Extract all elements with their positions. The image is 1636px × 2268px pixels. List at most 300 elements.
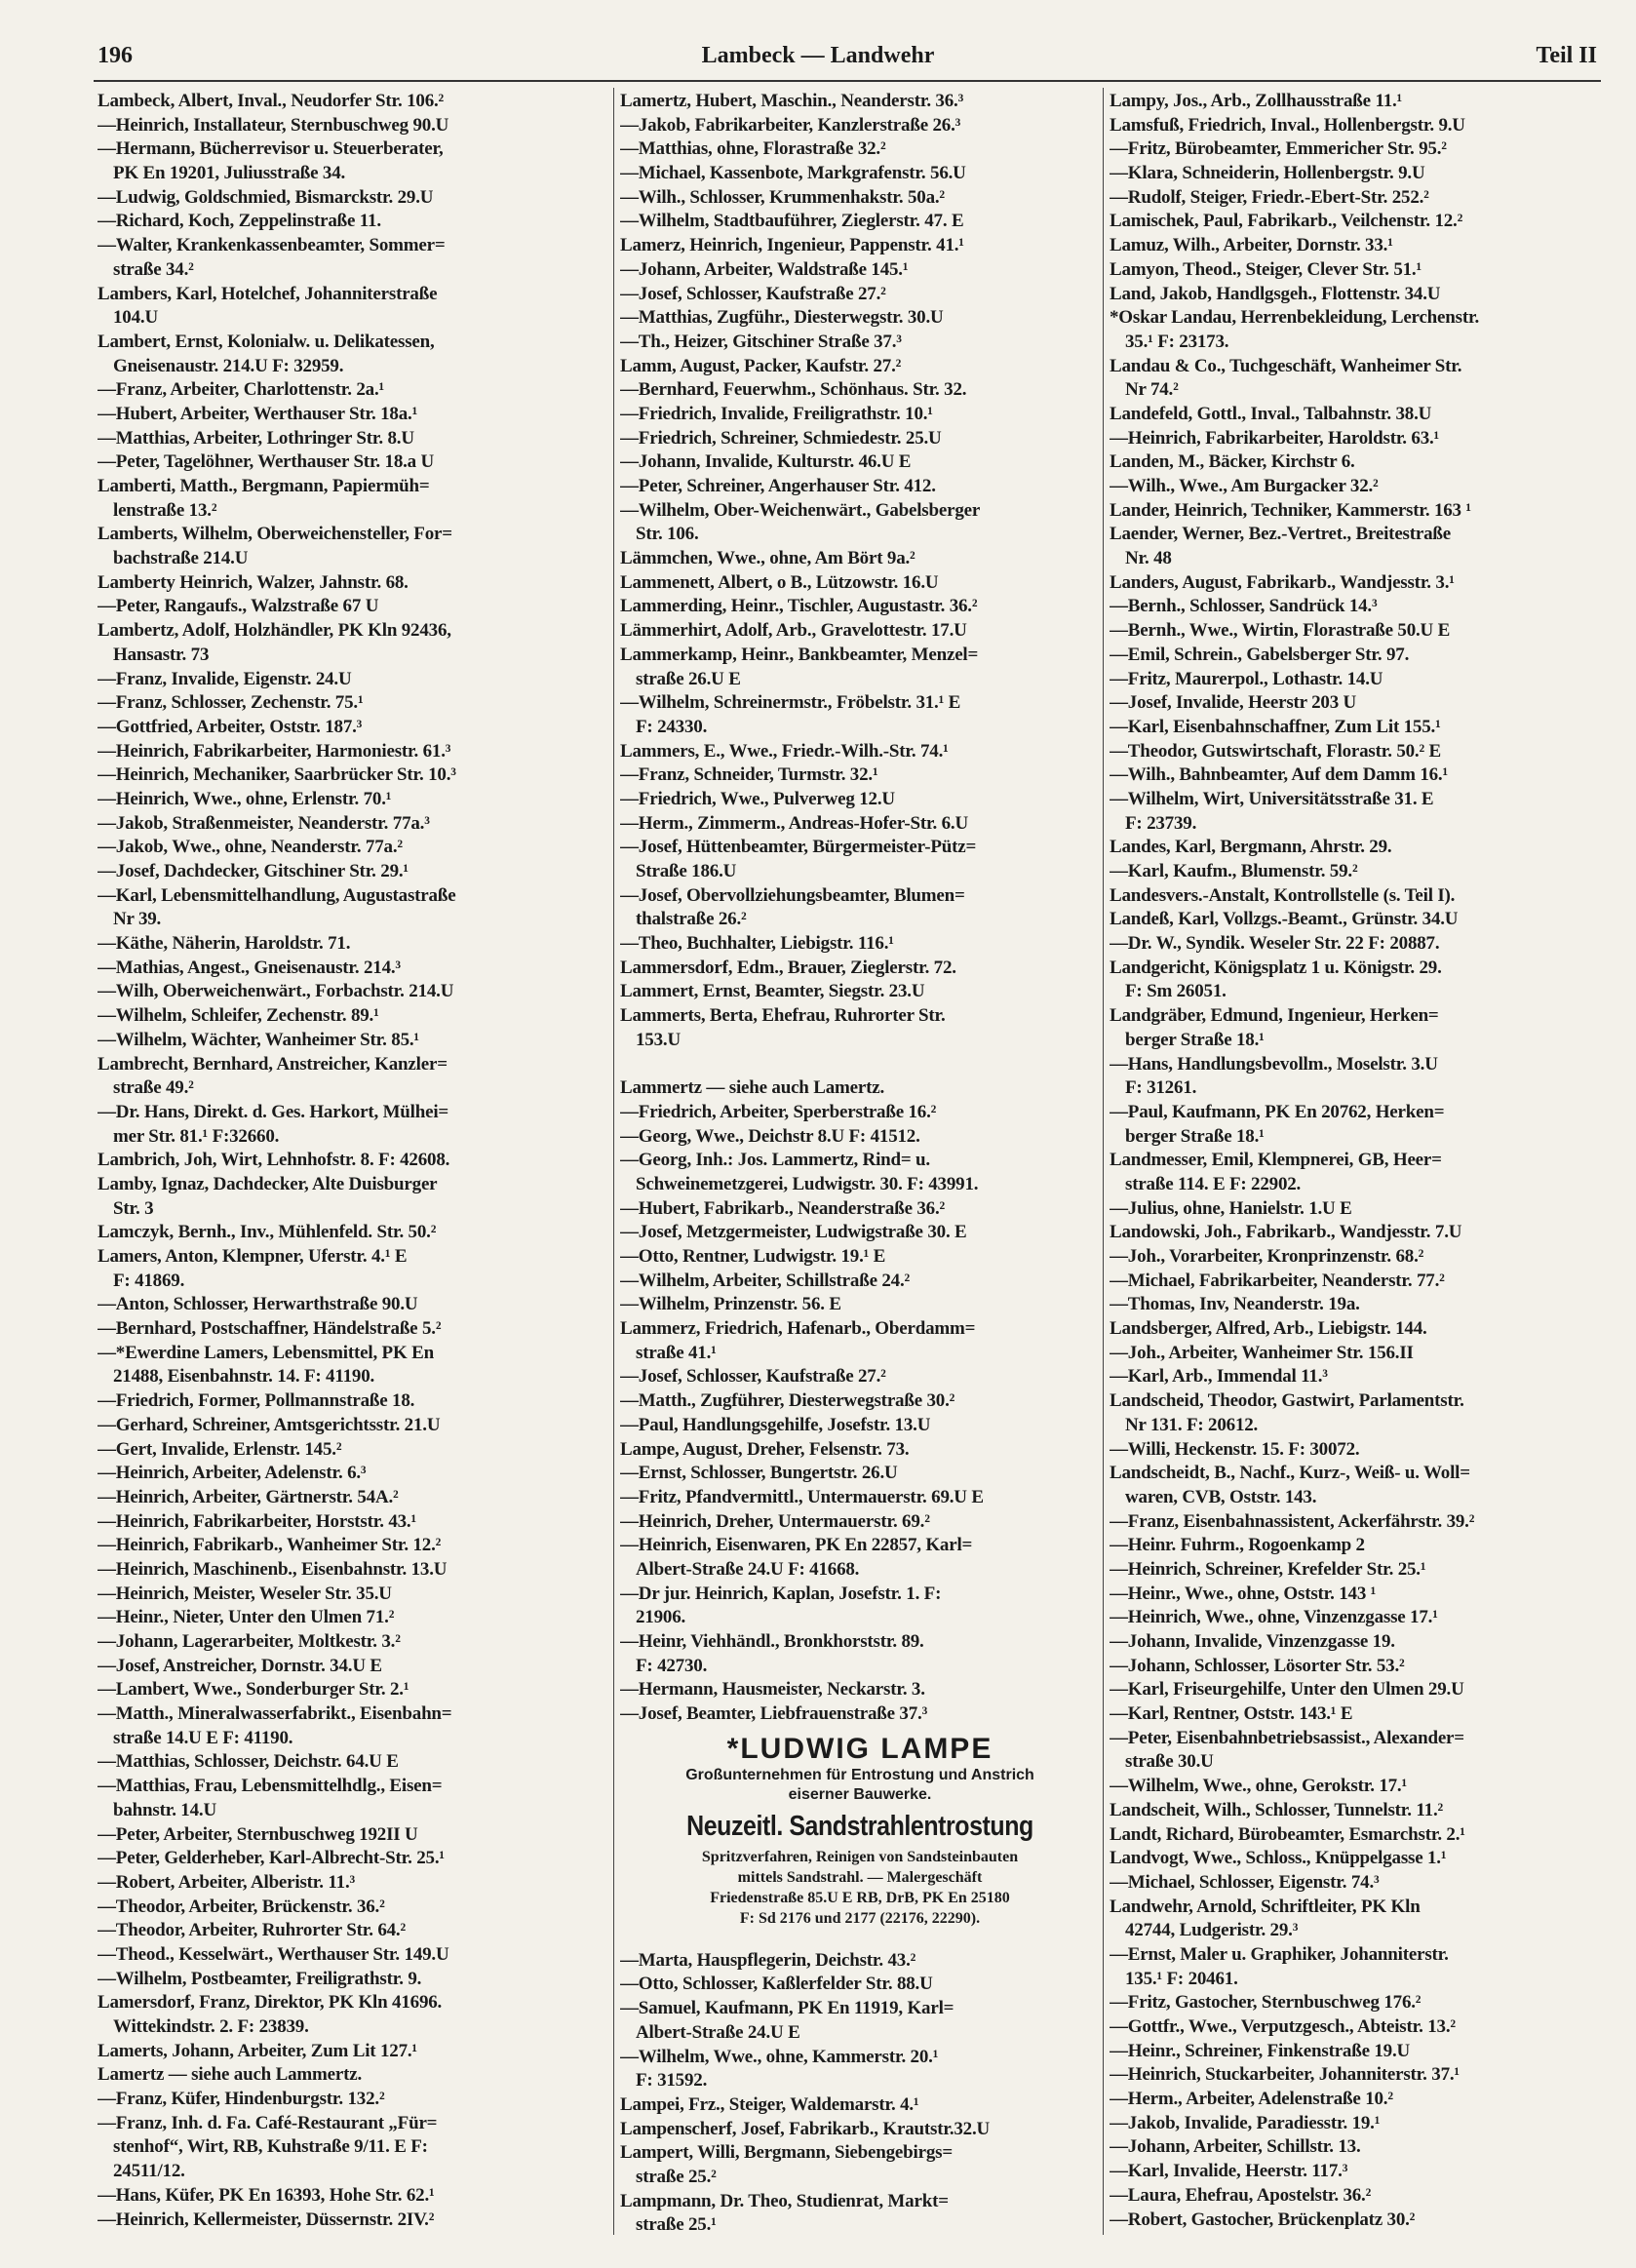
directory-entry xyxy=(97,812,609,837)
entries-after-ad xyxy=(620,1949,1100,2238)
entry-line: Lämmchen, Wwe., ohne, Am Bört 9a.² xyxy=(620,548,915,569)
directory-entry xyxy=(1110,1775,1602,1799)
directory-entry xyxy=(97,1053,609,1101)
directory-entry xyxy=(1110,860,1602,884)
entry-line: Landau & Co., Tuchgeschäft, Wanheimer Str. xyxy=(1110,355,1462,376)
entry-line: —Fritz, Pfandvermittl., Untermauerstr. 69.U E xyxy=(620,1486,984,1507)
entry-line: —Marta, Hauspflegerin, Deichstr. 43.² xyxy=(620,1949,916,1971)
entry-line: —Thomas, Inv, Neanderstr. 19a. xyxy=(1110,1294,1360,1315)
entry-continuation-line: 135.¹ F: 20461. xyxy=(1125,1968,1238,1989)
entry-line: Landscheid, Theodor, Gastwirt, Parlamentstr. xyxy=(1110,1390,1464,1412)
directory-entry xyxy=(1110,1823,1602,1848)
directory-entry xyxy=(97,1414,609,1438)
directory-entry xyxy=(97,716,609,740)
entry-line: —Wilhelm, Wwe., ohne, Gerokstr. 17.¹ xyxy=(1110,1776,1407,1797)
entry-line: Lamertz, Hubert, Maschin., Neanderstr. 36.³ xyxy=(620,91,964,111)
ad-body: mittels Sandstrahl. — Malergeschäft xyxy=(737,1868,983,1886)
directory-entry xyxy=(97,980,609,1004)
entry-line: —Julius, ohne, Hanielstr. 1.U E xyxy=(1110,1197,1352,1219)
entry-line: —Robert, Gastocher, Brückenplatz 30.² xyxy=(1110,2209,1416,2230)
entry-line: —Fritz, Maurerpol., Lothastr. 14.U xyxy=(1110,668,1383,689)
directory-entry xyxy=(1110,1438,1602,1463)
directory-entry xyxy=(97,1847,609,1871)
entry-line: Lamm, August, Packer, Kaufstr. 27.² xyxy=(620,355,902,376)
entry-line: —Wilhelm, Wwe., ohne, Kammerstr. 20.¹ xyxy=(620,2046,939,2067)
directory-entry xyxy=(1110,403,1602,427)
entry-line: Lamberts, Wilhelm, Oberweichensteller, For= xyxy=(97,524,452,545)
entry-line: Lamczyk, Bernh., Inv., Mühlenfeld. Str. 50.² xyxy=(97,1222,437,1243)
entry-line: —Wilh., Wwe., Am Burgacker 32.² xyxy=(1110,476,1379,496)
directory-entry xyxy=(1110,1197,1602,1222)
directory-entry xyxy=(1110,1847,1602,1871)
entry-line: —Hermann, Hausmeister, Neckarstr. 3. xyxy=(620,1679,925,1701)
directory-entry xyxy=(1110,595,1602,619)
directory-entry xyxy=(1110,2160,1602,2184)
entry-line: —Franz, Küfer, Hindenburgstr. 132.² xyxy=(97,2089,385,2110)
entry-line: —Heinrich, Fabrikarb., Wanheimer Str. 12.² xyxy=(97,1535,442,1556)
directory-entry xyxy=(620,812,1100,837)
directory-entry xyxy=(1110,186,1602,211)
entry-line: —Heinr., Wwe., ohne, Oststr. 143 ¹ xyxy=(1110,1583,1377,1604)
directory-entry xyxy=(1110,1053,1602,1101)
column-divider xyxy=(613,88,614,2235)
directory-entry xyxy=(1110,2063,1602,2088)
entry-line: —Jakob, Straßenmeister, Neanderstr. 77a.³ xyxy=(97,812,430,834)
entry-line: Landgräber, Edmund, Ingenieur, Herken= xyxy=(1110,1005,1439,1027)
entry-line: Lamberti, Matth., Bergmann, Papiermüh= xyxy=(97,476,430,496)
entry-line: —Josef, Dachdecker, Gitschiner Str. 29.¹ xyxy=(97,861,409,881)
entry-continuation-line: straße 25.² xyxy=(636,2166,717,2187)
entry-continuation-line: F: 41869. xyxy=(113,1270,185,1291)
entry-line: —Emil, Schrein., Gabelsberger Str. 97. xyxy=(1110,644,1410,665)
directory-entry xyxy=(1110,2040,1602,2064)
entry-line: —Heinrich, Dreher, Untermauerstr. 69.² xyxy=(620,1510,930,1532)
entry-line: Landmesser, Emil, Klempnerei, GB, Heer= xyxy=(1110,1150,1442,1171)
entry-continuation-line: Gneisenaustr. 214.U F: 32959. xyxy=(113,355,344,376)
entry-line: —Johann, Arbeiter, Waldstraße 145.¹ xyxy=(620,258,909,280)
entry-line: —Friedrich, Invalide, Freiligrathstr. 10.¹ xyxy=(620,403,933,424)
entry-line: Landers, August, Fabrikarb., Wandjesstr. 3.¹ xyxy=(1110,571,1455,593)
directory-entry xyxy=(97,1101,609,1149)
entry-line: Lambers, Karl, Hotelchef, Johanniterstraße xyxy=(97,283,438,304)
entry-line: —Heinrich, Installateur, Sternbuschweg 90.U xyxy=(97,114,449,136)
directory-entry xyxy=(620,1414,1100,1438)
entry-line: —Wilhelm, Stadtbauführer, Zieglerstr. 47. E xyxy=(620,211,964,232)
entry-line: Lampei, Frz., Steiger, Waldemarstr. 4.¹ xyxy=(620,2093,919,2115)
entry-line: —Hubert, Fabrikarb., Neanderstraße 36.² xyxy=(620,1197,946,1219)
entry-line: —Johann, Invalide, Kulturstr. 46.U E xyxy=(620,451,912,473)
ad-phone: F: Sd 2176 und 2177 (22176, 22290). xyxy=(739,1909,981,1927)
entry-line: —Heinr., Schreiner, Finkenstraße 19.U xyxy=(1110,2040,1411,2061)
directory-entry xyxy=(620,1534,1100,1582)
entry-continuation-line: F: 23739. xyxy=(1125,812,1197,834)
directory-entry xyxy=(97,90,609,114)
directory-entry xyxy=(97,1029,609,1053)
entry-line: —Matthias, ohne, Florastraße 32.² xyxy=(620,138,886,160)
entry-line: —Johann, Schlosser, Lösorter Str. 53.² xyxy=(1110,1655,1405,1676)
entry-line: —Klara, Schneiderin, Hollenbergstr. 9.U xyxy=(1110,163,1425,184)
entry-line: Lambeck, Albert, Inval., Neudorfer Str. 106.² xyxy=(97,91,445,111)
directory-entry xyxy=(620,571,1100,596)
directory-entry xyxy=(620,1678,1100,1702)
entry-line: Lambrecht, Bernhard, Anstreicher, Kanzler= xyxy=(97,1053,448,1075)
directory-entry xyxy=(97,740,609,764)
entry-line: —Johann, Invalide, Vinzenzgasse 19. xyxy=(1110,1631,1395,1652)
entry-line: Lammersdorf, Edm., Brauer, Zieglerstr. 72. xyxy=(620,957,956,978)
entry-continuation-line: F: 24330. xyxy=(636,716,708,737)
directory-entry xyxy=(620,1245,1100,1270)
directory-entry xyxy=(97,1438,609,1463)
directory-entry xyxy=(1110,162,1602,186)
directory-entry xyxy=(1110,427,1602,451)
directory-entry xyxy=(97,860,609,884)
directory-entry xyxy=(620,1462,1100,1486)
directory-entry xyxy=(97,2209,609,2233)
entry-continuation-line: 21906. xyxy=(636,1607,686,1628)
entry-line: Lamertz — siehe auch Lammertz. xyxy=(97,2064,363,2086)
entry-line: —Th., Heizer, Gitschiner Straße 37.³ xyxy=(620,331,902,352)
entry-continuation-line: Hansastr. 73 xyxy=(113,644,210,665)
entry-continuation-line: Nr 39. xyxy=(113,909,162,930)
directory-entry xyxy=(1110,884,1602,909)
entry-continuation-line: Str. 106. xyxy=(636,524,699,545)
entry-continuation-line: Str. 3 xyxy=(113,1197,154,1219)
directory-entry xyxy=(97,763,609,788)
directory-entry xyxy=(1110,450,1602,475)
entry-line: —Karl, Rentner, Oststr. 143.¹ E xyxy=(1110,1703,1353,1725)
entry-line: —Wilhelm, Arbeiter, Schillstraße 24.² xyxy=(620,1270,911,1291)
entry-line: Landeß, Karl, Vollzgs.-Beamt., Grünstr. 34.U xyxy=(1110,909,1459,930)
entry-continuation-line: straße 14.U E F: 41190. xyxy=(113,1727,293,1748)
entry-line: —Matth., Mineralwasserfabrikt., Eisenbahn= xyxy=(97,1703,452,1725)
entry-continuation-line: Albert-Straße 24.U F: 41668. xyxy=(636,1558,860,1580)
directory-entry xyxy=(1110,2209,1602,2233)
directory-entry xyxy=(97,1245,609,1293)
directory-entry xyxy=(97,1534,609,1558)
entry-line: —Heinr. Fuhrm., Rogoenkamp 2 xyxy=(1110,1535,1365,1556)
entry-line: —Heinrich, Kellermeister, Düssernstr. 2IV.² xyxy=(97,2209,435,2230)
directory-entry xyxy=(97,378,609,403)
entry-continuation-line: stenhof“, Wirt, RB, Kuhstraße 9/11. E F: xyxy=(113,2136,428,2158)
entry-line: —Paul, Handlungsgehilfe, Josefstr. 13.U xyxy=(620,1414,931,1435)
directory-entry xyxy=(1110,1270,1602,1294)
directory-entry xyxy=(97,2112,609,2184)
directory-entry xyxy=(620,1510,1100,1535)
entry-line: —Peter, Rangaufs., Walzstraße 67 U xyxy=(97,596,379,617)
entry-line: —Franz, Arbeiter, Charlottenstr. 2a.¹ xyxy=(97,379,384,401)
entry-line: —Hans, Küfer, PK En 16393, Hohe Str. 62.¹ xyxy=(97,2184,435,2206)
entries-before-ad xyxy=(620,90,1100,1727)
directory-entry xyxy=(1110,2088,1602,2112)
directory-entry xyxy=(97,403,609,427)
ad-body: Spritzverfahren, Reinigen von Sandsteinbauten xyxy=(701,1848,1019,1865)
entry-line: —Gottfried, Arbeiter, Oststr. 187.³ xyxy=(97,716,363,737)
directory-entry xyxy=(97,1630,609,1655)
directory-entry xyxy=(620,957,1100,981)
directory-entry xyxy=(97,114,609,138)
directory-entry xyxy=(97,1775,609,1822)
entry-line: Landesvers.-Anstalt, Kontrollstelle (s. Teil I). xyxy=(1110,884,1456,906)
header-rule xyxy=(94,80,1601,82)
directory-entry xyxy=(620,1973,1100,1997)
entry-line: —Michael, Kassenbote, Markgrafenstr. 56.U xyxy=(620,163,966,184)
directory-entry xyxy=(620,258,1100,283)
entry-line: —Heinrich, Eisenwaren, PK En 22857, Karl= xyxy=(620,1535,973,1556)
directory-entry xyxy=(97,186,609,211)
entry-continuation-line: waren, CVB, Oststr. 143. xyxy=(1125,1486,1317,1507)
entry-line: —Peter, Gelderheber, Karl-Albrecht-Str. 25.¹ xyxy=(97,1848,445,1869)
directory-entry xyxy=(97,1293,609,1317)
entry-line: —Wilhelm, Wächter, Wanheimer Str. 85.¹ xyxy=(97,1029,419,1050)
directory-entry xyxy=(620,137,1100,162)
entry-line: —Josef, Hüttenbeamter, Bürgermeister-Pütz= xyxy=(620,837,977,858)
entry-line: —Hermann, Bücherrevisor u. Steuerberater, xyxy=(97,138,444,160)
directory-entry xyxy=(1110,1534,1602,1558)
entry-line: —Josef, Anstreicher, Dornstr. 34.U E xyxy=(97,1655,382,1676)
entry-line: Landgericht, Königsplatz 1 u. Königstr. 29. xyxy=(1110,957,1442,978)
directory-entry xyxy=(1110,1702,1602,1727)
directory-entry xyxy=(620,1997,1100,2045)
entry-line: —Heinrich, Arbeiter, Gärtnerstr. 54A.² xyxy=(97,1486,399,1507)
entry-line: Lamerz, Heinrich, Ingenieur, Pappenstr. 41.¹ xyxy=(620,235,964,256)
entry-line: Lamischek, Paul, Fabrikarb., Veilchenstr. 12.² xyxy=(1110,211,1463,232)
entry-line: Lammenett, Albert, o B., Lützowstr. 16.U xyxy=(620,571,939,593)
directory-entry xyxy=(620,1125,1100,1150)
directory-entry xyxy=(620,691,1100,739)
ad-company-name: *LUDWIG LAMPE xyxy=(726,1732,993,1765)
directory-entry xyxy=(1110,355,1602,403)
directory-entry xyxy=(620,2093,1100,2118)
entry-line: —Heinr, Viehhändl., Bronkhorststr. 89. xyxy=(620,1631,924,1652)
entry-line: —Heinrich, Meister, Weseler Str. 35.U xyxy=(97,1583,392,1604)
directory-entry xyxy=(1110,1583,1602,1607)
entry-continuation-line: bahnstr. 14.U xyxy=(113,1799,216,1820)
entry-line: —Franz, Invalide, Eigenstr. 24.U xyxy=(97,668,352,689)
entry-line: —Matthias, Schlosser, Deichstr. 64.U E xyxy=(97,1751,399,1773)
directory-entry xyxy=(1110,2135,1602,2160)
directory-entry xyxy=(1110,2184,1602,2209)
page-running-title: Lambeck — Landwehr xyxy=(701,43,935,68)
entry-line: —Franz, Schlosser, Zechenstr. 75.¹ xyxy=(97,692,364,714)
directory-entry xyxy=(97,1678,609,1702)
directory-entry xyxy=(620,90,1100,114)
entry-line: *Oskar Landau, Herrenbekleidung, Lerchenstr. xyxy=(1110,307,1480,329)
page-number: 196 xyxy=(97,43,133,68)
directory-entry xyxy=(620,1438,1100,1463)
directory-entry xyxy=(620,1197,1100,1222)
directory-entry xyxy=(97,1221,609,1245)
entry-line: —Karl, Arb., Immendal 11.³ xyxy=(1110,1366,1328,1388)
directory-entry xyxy=(1110,571,1602,596)
entry-line: —Paul, Kaufmann, PK En 20762, Herken= xyxy=(1110,1101,1445,1122)
entry-line: —Peter, Eisenbahnbetriebsassist., Alexander= xyxy=(1110,1727,1464,1748)
directory-entry xyxy=(620,2046,1100,2093)
directory-entry xyxy=(97,1702,609,1750)
entry-line: —Theodor, Arbeiter, Brückenstr. 36.² xyxy=(97,1896,385,1917)
entry-line: —Ernst, Schlosser, Bungertstr. 26.U xyxy=(620,1463,898,1484)
entry-line: Lamsfuß, Friedrich, Inval., Hollenbergstr. 9.U xyxy=(1110,114,1465,136)
directory-entry xyxy=(1110,1149,1602,1196)
directory-entry xyxy=(97,571,609,596)
directory-entry xyxy=(1110,740,1602,764)
directory-entry xyxy=(1110,668,1602,692)
entry-line: —Hubert, Arbeiter, Werthauser Str. 18a.¹ xyxy=(97,403,418,424)
entry-line: —Georg, Inh.: Jos. Lammertz, Rind= u. xyxy=(620,1150,930,1171)
entry-continuation-line: F: 42730. xyxy=(636,1655,708,1676)
entry-line: —Matth., Zugführer, Diesterwegstraße 30.² xyxy=(620,1390,955,1412)
entry-continuation-line: Albert-Straße 24.U E xyxy=(636,2021,800,2043)
directory-entry xyxy=(1110,691,1602,716)
directory-entry xyxy=(620,1486,1100,1510)
entry-line: Landscheit, Wilh., Schlosser, Tunnelstr. 11.² xyxy=(1110,1799,1443,1820)
directory-entry xyxy=(1110,114,1602,138)
entry-line: —Heinrich, Fabrikarbeiter, Harmoniestr. 61.³ xyxy=(97,740,451,762)
directory-entry xyxy=(1110,2015,1602,2040)
column-divider xyxy=(1103,88,1104,2235)
entry-continuation-line: Nr 131. F: 20612. xyxy=(1125,1414,1259,1435)
directory-entry xyxy=(620,836,1100,883)
directory-entry xyxy=(620,1221,1100,1245)
entry-line: Landscheidt, B., Nachf., Kurz-, Weiß- u. Woll= xyxy=(1110,1463,1470,1484)
entry-line: —Heinrich, Fabrikarbeiter, Horststr. 43.¹ xyxy=(97,1510,416,1532)
entry-line: —Fritz, Bürobeamter, Emmericher Str. 95.² xyxy=(1110,138,1447,160)
entry-line: —Matthias, Zugführ., Diesterwegstr. 30.U xyxy=(620,307,944,329)
directory-entry xyxy=(620,355,1100,379)
directory-entry xyxy=(97,210,609,234)
entry-line: —Johann, Lagerarbeiter, Moltkestr. 3.² xyxy=(97,1631,401,1652)
directory-entry xyxy=(97,1510,609,1535)
entry-line: Landen, M., Bäcker, Kirchstr 6. xyxy=(1110,451,1355,473)
entry-line: —Karl, Eisenbahnschaffner, Zum Lit 155.¹ xyxy=(1110,716,1441,737)
entry-line: —Josef, Invalide, Heerstr 203 U xyxy=(1110,692,1357,714)
entry-continuation-line: mer Str. 81.¹ F:32660. xyxy=(113,1125,280,1147)
entry-line: —Josef, Beamter, Liebfrauenstraße 37.³ xyxy=(620,1703,928,1725)
entry-line: —Michael, Fabrikarbeiter, Neanderstr. 77.² xyxy=(1110,1270,1445,1291)
directory-entry xyxy=(620,932,1100,957)
entry-continuation-line: thalstraße 26.² xyxy=(636,909,747,930)
directory-column-3 xyxy=(1110,90,1602,2232)
entry-line: —Joh., Arbeiter, Wanheimer Str. 156.II xyxy=(1110,1342,1414,1363)
directory-entry xyxy=(620,2118,1100,2142)
entry-line: —Josef, Metzgermeister, Ludwigstraße 30. E xyxy=(620,1222,967,1243)
directory-entry xyxy=(620,1365,1100,1389)
entry-continuation-line: straße 49.² xyxy=(113,1077,194,1099)
ad-subtitle: Großunternehmen für Entrostung und Anstrich xyxy=(685,1766,1034,1783)
entry-line: Lambert, Ernst, Kolonialw. u. Delikatessen, xyxy=(97,331,435,352)
directory-entry xyxy=(620,1702,1100,1727)
directory-entry xyxy=(620,619,1100,644)
entry-line: —Heinrich, Arbeiter, Adelenstr. 6.³ xyxy=(97,1463,367,1484)
entry-line: —Heinrich, Stuckarbeiter, Johanniterstr. 37.¹ xyxy=(1110,2064,1460,2086)
entry-line: —Walter, Krankenkassenbeamter, Sommer= xyxy=(97,235,446,256)
entry-line: Lambrich, Joh, Wirt, Lehnhofstr. 8. F: 42608. xyxy=(97,1150,450,1171)
entry-line: Lampenscherf, Josef, Fabrikarb., Krautstr.32.U xyxy=(620,2118,991,2139)
entry-line: —Lambert, Wwe., Sonderburger Str. 2.¹ xyxy=(97,1679,409,1701)
entry-line: —Peter, Arbeiter, Sternbuschweg 192II U xyxy=(97,1823,418,1845)
entry-line: —Otto, Schlosser, Kaßlerfelder Str. 88.U xyxy=(620,1974,933,1995)
directory-entry xyxy=(620,1101,1100,1125)
directory-entry xyxy=(1110,1606,1602,1630)
entry-line: —Bernhard, Postschaffner, Händelstraße 5.² xyxy=(97,1318,442,1340)
entry-continuation-line: berger Straße 18.¹ xyxy=(1125,1125,1265,1147)
entry-line: —Wilhelm, Ober-Weichenwärt., Gabelsberger xyxy=(620,499,981,521)
entry-line: —Rudolf, Steiger, Friedr.-Ebert-Str. 252.² xyxy=(1110,186,1429,208)
entry-line: —Wilh., Bahnbeamter, Auf dem Damm 16.¹ xyxy=(1110,764,1448,786)
entry-continuation-line: 24511/12. xyxy=(113,2161,185,2182)
directory-entry xyxy=(1110,1799,1602,1823)
directory-entry xyxy=(1110,1293,1602,1317)
directory-entry xyxy=(97,1750,609,1775)
directory-entry xyxy=(1110,475,1602,499)
directory-entry xyxy=(1110,137,1602,162)
entry-continuation-line: lenstraße 13.² xyxy=(113,499,217,521)
entry-line: —Peter, Schreiner, Angerhauser Str. 412. xyxy=(620,476,936,496)
entry-line: —Matthias, Arbeiter, Lothringer Str. 8.U xyxy=(97,427,414,449)
directory-entry xyxy=(1110,788,1602,836)
entry-line: —Wilhelm, Schleifer, Zechenstr. 89.¹ xyxy=(97,1005,379,1027)
directory-entry xyxy=(620,427,1100,451)
entry-line: Land, Jakob, Handlgsgeh., Flottenstr. 34.U xyxy=(1110,283,1441,304)
directory-entry xyxy=(97,691,609,716)
entry-line: —Karl, Invalide, Heerstr. 117.³ xyxy=(1110,2161,1348,2182)
entry-line: Landwehr, Arnold, Schriftleiter, PK Kln xyxy=(1110,1896,1421,1917)
directory-entry xyxy=(97,2184,609,2209)
entry-line: —Dr. W., Syndik. Weseler Str. 22 F: 20887. xyxy=(1110,933,1440,955)
directory-entry xyxy=(97,1943,609,1968)
directory-entry xyxy=(620,306,1100,331)
entry-continuation-line: straße 26.U E xyxy=(636,668,741,689)
directory-entry xyxy=(620,740,1100,764)
entry-line: —Heinrich, Schreiner, Krefelder Str. 25.¹ xyxy=(1110,1558,1426,1580)
directory-entry xyxy=(1110,1896,1602,1943)
entry-line: —Jakob, Invalide, Paradiesstr. 19.¹ xyxy=(1110,2112,1381,2133)
directory-entry xyxy=(620,234,1100,258)
entry-line: —Ernst, Maler u. Graphiker, Johanniterstr. xyxy=(1110,1943,1449,1965)
entry-line: —Dr jur. Heinrich, Kaplan, Josefstr. 1. F: xyxy=(620,1583,942,1604)
directory-entry xyxy=(1110,1365,1602,1389)
entry-continuation-line: 35.¹ F: 23173. xyxy=(1125,331,1229,352)
entry-line: Lämmerhirt, Adolf, Arb., Gravelottestr. 17.U xyxy=(620,620,967,642)
directory-entry xyxy=(620,162,1100,186)
entry-line: —Friedrich, Former, Pollmannstraße 18. xyxy=(97,1390,415,1412)
entry-line: —Dr. Hans, Direkt. d. Ges. Harkort, Mülhei= xyxy=(97,1101,449,1122)
entry-line: Landsberger, Alfred, Arb., Liebigstr. 144. xyxy=(1110,1318,1427,1340)
directory-entry xyxy=(97,1317,609,1342)
entry-line: —Georg, Wwe., Deichstr 8.U F: 41512. xyxy=(620,1125,920,1147)
entry-continuation-line: Schweinemetzgerei, Ludwigstr. 30. F: 43991. xyxy=(636,1173,979,1194)
directory-entry xyxy=(1110,1004,1602,1052)
directory-entry xyxy=(620,1389,1100,1414)
entry-line: —Bernh., Wwe., Wirtin, Florastraße 50.U E xyxy=(1110,620,1451,642)
directory-entry xyxy=(620,2190,1100,2238)
directory-entry xyxy=(1110,644,1602,668)
directory-entry xyxy=(620,1949,1100,1974)
entry-line: —Johann, Arbeiter, Schillstr. 13. xyxy=(1110,2136,1361,2158)
directory-entry xyxy=(97,1968,609,1992)
entry-continuation-line: F: Sm 26051. xyxy=(1125,981,1227,1002)
directory-entry xyxy=(97,234,609,282)
entry-line: —Jakob, Wwe., ohne, Neanderstr. 77a.² xyxy=(97,837,403,858)
entry-continuation-line: straße 25.¹ xyxy=(636,2214,717,2236)
entry-line: —Ludwig, Goldschmied, Bismarckstr. 29.U xyxy=(97,186,434,208)
entry-continuation-line: 153.U xyxy=(636,1029,681,1050)
directory-entry xyxy=(620,331,1100,355)
entry-continuation-line: straße 114. E F: 22902. xyxy=(1125,1173,1302,1194)
directory-entry xyxy=(97,450,609,475)
entry-line: —Heinrich, Maschinenb., Eisenbahnstr. 13.U xyxy=(97,1558,448,1580)
entry-line: —Käthe, Näherin, Haroldstr. 71. xyxy=(97,933,351,955)
directory-entry xyxy=(97,668,609,692)
